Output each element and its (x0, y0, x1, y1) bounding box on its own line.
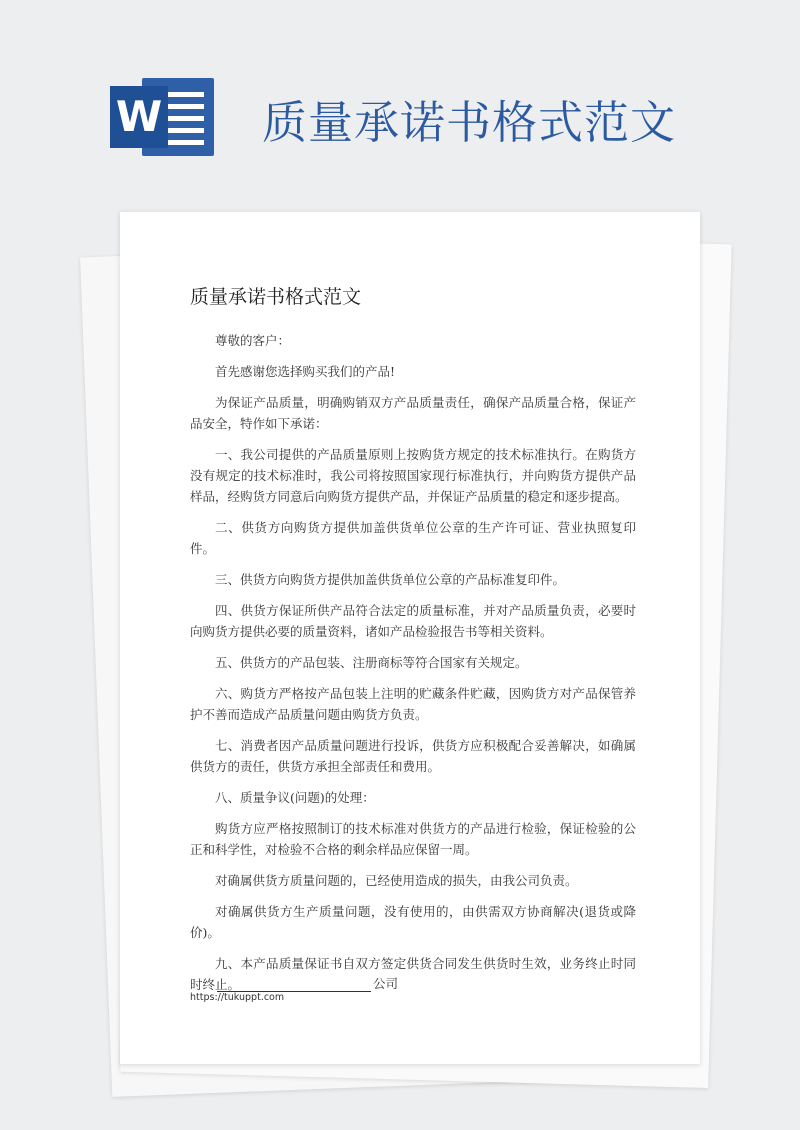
paragraph: 二、供货方向购货方提供加盖供货单位公章的生产许可证、营业执照复印件。 (190, 520, 636, 556)
paragraph: 一、我公司提供的产品质量原则上按购货方规定的技术标准执行。在购货方没有规定的技术标准时，我公司将按照国家现行标准执行，并向购货方提供产品样品，经购货方同意后向购货方提供产品，并保证产品质量的稳定和逐步提高。 (190, 447, 636, 504)
document-body (190, 330, 636, 1005)
paragraph: 购货方应严格按照制订的技术标准对供货方的产品进行检验，保证检验的公正和科学性，对检验不合格的剩余样品应保留一周。 (190, 821, 636, 857)
paragraph: 为保证产品质量，明确购销双方产品质量责任，确保产品质量合格，保证产品安全，特作如下承诺： (190, 395, 636, 431)
document-title: 质量承诺书格式范文 (190, 286, 362, 308)
paragraph: 对确属供货方质量问题的，已经使用造成的损失，由我公司负责。 (215, 873, 578, 888)
paragraph: 七、消费者因产品质量问题进行投诉，供货方应积极配合妥善解决，如确属供货方的责任，供货方承担全部责任和费用。 (190, 738, 636, 774)
paragraph: 六、购货方严格按产品包装上注明的贮藏条件贮藏，因购货方对产品保管养护不善而造成产品质量问题由购货方负责。 (190, 686, 636, 722)
source-url: https://tukuppt.com (190, 992, 285, 1003)
banner-title: 质量承诺书格式范文 (262, 96, 677, 149)
paragraph: 四、供货方保证所供产品符合法定的质量标准，并对产品质量负责，必要时向购货方提供必要的质量资料，诸如产品检验报告书等相关资料。 (190, 603, 636, 639)
paragraph: 三、供货方向购货方提供加盖供货单位公章的产品标准复印件。 (215, 572, 566, 587)
word-icon (110, 78, 214, 156)
signature-suffix: 公司 (373, 976, 399, 991)
paragraph: 首先感谢您选择购买我们的产品! (215, 364, 396, 379)
paragraph: 八、质量争议(问题)的处理： (215, 790, 375, 805)
paragraph: 九、本产品质量保证书自双方签定供货合同发生供货时生效，业务终止时同时终止。 (190, 956, 636, 992)
paragraph: 对确属供货方生产质量问题，没有使用的，由供需双方协商解决(退货或降价)。 (190, 904, 636, 940)
signature-blank (217, 979, 371, 992)
document-page (120, 212, 700, 1064)
paragraph: 五、供货方的产品包装、注册商标等符合国家有关规定。 (215, 655, 528, 670)
signature-line (217, 974, 398, 992)
word-icon-letter: W (110, 86, 168, 148)
salutation: 尊敬的客户： (215, 333, 291, 348)
banner (0, 0, 800, 205)
